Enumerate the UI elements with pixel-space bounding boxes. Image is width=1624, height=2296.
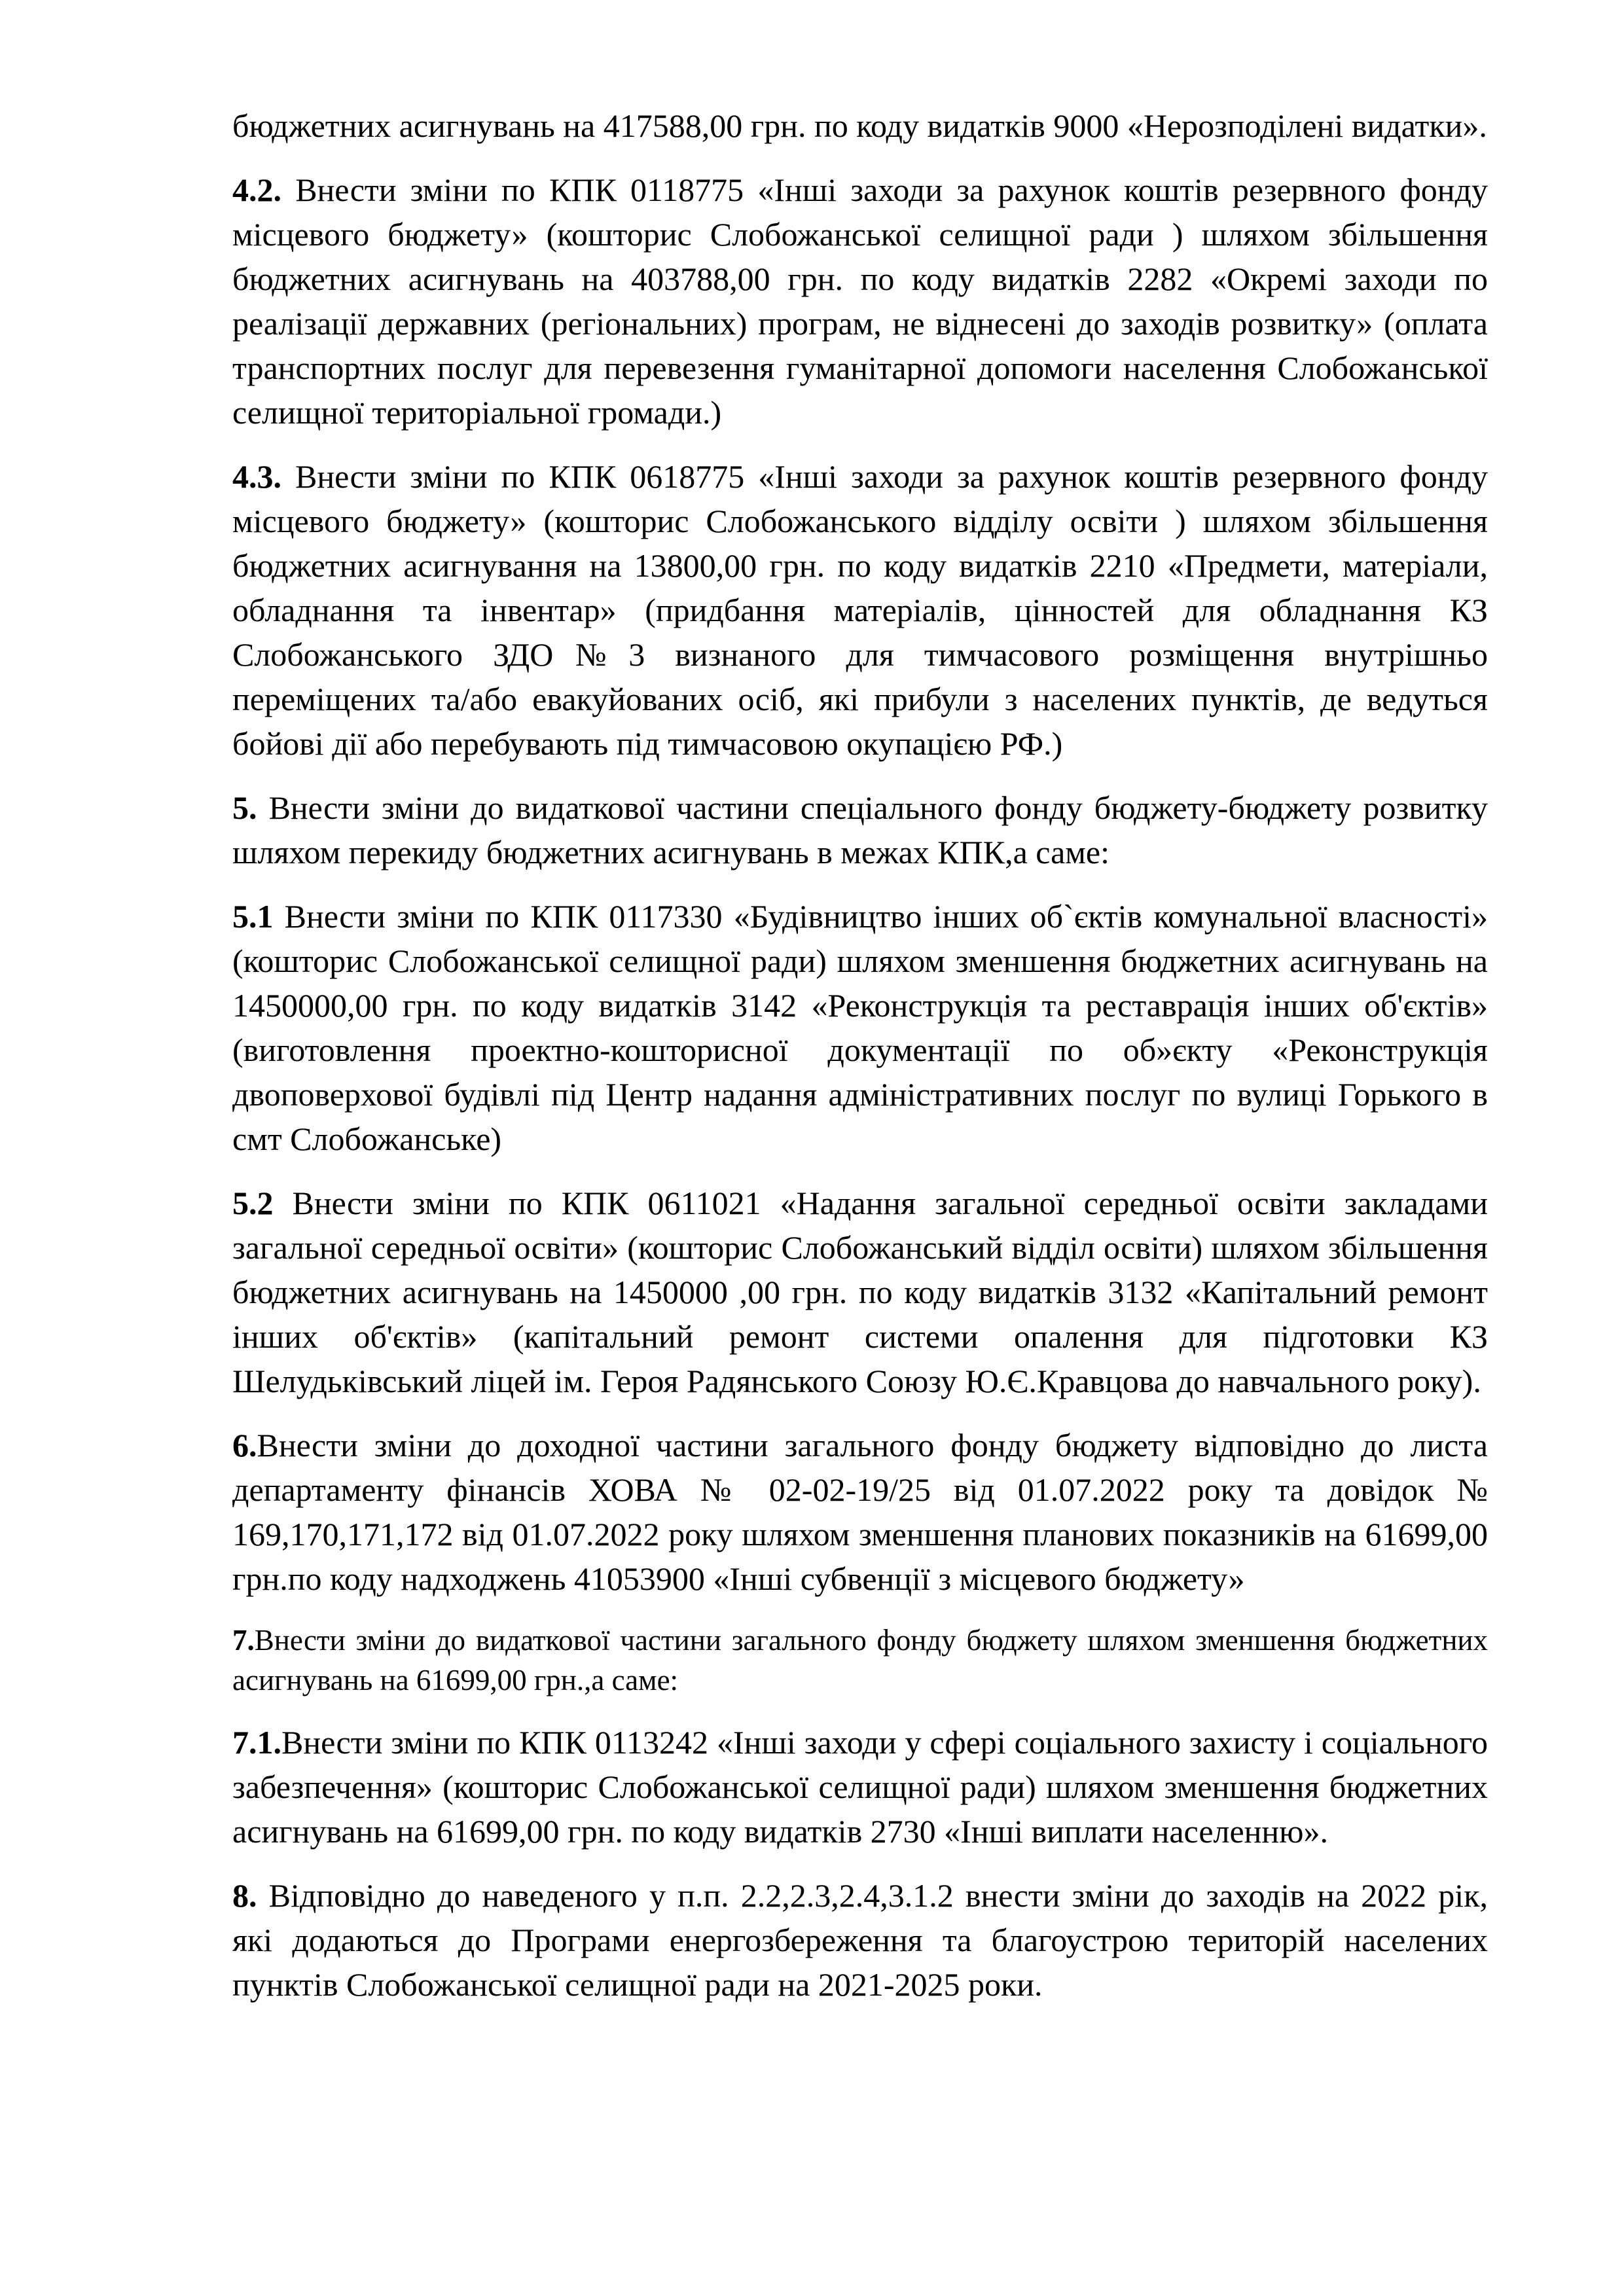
paragraph-5-1	[232, 894, 1488, 1161]
paragraph-5	[232, 785, 1488, 874]
paragraph-text: Відповідно до наведеного у п.п. 2.2,2.3,2.4,3.1.2 внести зміни до заходів на 2022 рік, які додаються до Програми енергозбереження та благоустрою територій населених пунктів Слобожанської селищної ради на 2021-2025 роки.	[232, 1877, 1488, 2003]
paragraph-text: Внести зміни по КПК 0611021 «Надання загальної середньої освіти закладами загальної середньої освіти» (кошторис Слобожанський відділ освіти) шляхом збільшення бюджетних асигнувань на 1450000 ,00 грн. по коду видатків 3132 «Капітальний ремонт інших об'єктів» (капітальний ремонт системи опалення для підготовки КЗ Шелудьківський ліцей ім. Героя Радянського Союзу Ю.Є.Кравцова до навчального року).	[232, 1185, 1488, 1399]
paragraph-number: 7.1.	[232, 1724, 281, 1761]
paragraph-text: Внести зміни по КПК 0117330 «Будівництво інших об`єктів комунальної власності» (кошторис Слобожанської селищної ради) шляхом зменшення бюджетних асигнувань на 1450000,00 грн. по коду видатків 3142 «Реконструкція та реставрація інших об'єктів» (виготовлення проектно-кошторисної документації по об»єкту «Реконструкція двоповерхової будівлі під Центр надання адміністративних послуг по вулиці Горького в смт Слобожанське)	[232, 898, 1488, 1157]
paragraph-text: Внести зміни по КПК 0113242 «Інші заходи у сфері соціального захисту і соціального забезпечення» (кошторис Слобожанської селищної ради) шляхом зменшення бюджетних асигнувань на 61699,00 грн. по коду видатків 2730 «Інші виплати населенню».	[232, 1724, 1488, 1850]
paragraph-text: Внести зміни до видаткової частини загального фонду бюджету шляхом зменшення бюджетних асигнувань на 61699,00 грн.,а саме:	[232, 1624, 1488, 1697]
paragraph-number: 7.	[232, 1624, 255, 1657]
paragraph-8	[232, 1873, 1488, 2007]
paragraph-7-1	[232, 1720, 1488, 1854]
paragraph-7	[232, 1621, 1488, 1700]
paragraph-continuation	[232, 103, 1488, 148]
paragraph-number: 8.	[232, 1877, 257, 1914]
paragraph-number: 5.2	[232, 1185, 274, 1221]
paragraph-text: Внести зміни до видаткової частини спеціального фонду бюджету-бюджету розвитку шляхом перекиду бюджетних асигнувань в межах КПК,а саме:	[232, 789, 1488, 870]
paragraph-4-3	[232, 454, 1488, 766]
paragraph-4-2	[232, 168, 1488, 435]
paragraph-text: Внести зміни до доходної частини загального фонду бюджету відповідно до листа департаменту фінансів ХОВА № 02-02-19/25 від 01.07.2022 року та довідок № 169,170,171,172 від 01.07.2022 року шляхом зменшення планових показників на 61699,00 грн.по коду надходжень 41053900 «Інші субвенції з місцевого бюджету»	[232, 1427, 1488, 1597]
paragraph-number: 5.	[232, 789, 257, 826]
paragraph-number: 4.2.	[232, 171, 281, 208]
paragraph-number: 6.	[232, 1427, 257, 1463]
paragraph-number: 5.1	[232, 898, 274, 935]
paragraph-text: бюджетних асигнувань на 417588,00 грн. по коду видатків 9000 «Нерозподілені видатки».	[232, 107, 1487, 144]
paragraph-text: Внести зміни по КПК 0618775 «Інші заходи за рахунок коштів резервного фонду місцевого бюджету» (кошторис Слобожанського відділу освіти ) шляхом збільшення бюджетних асигнування на 13800,00 грн. по коду видатків 2210 «Предмети, матеріали, обладнання та інвентар» (придбання матеріалів, цінностей для обладнання КЗ Слобожанського ЗДО№3 визнаного для тимчасового розміщення внутрішньо переміщених та/або евакуйованих осіб, які прибули з населених пунктів, де ведуться бойові дії або перебувають під тимчасовою окупацією РФ.)	[232, 458, 1488, 762]
paragraph-5-2	[232, 1181, 1488, 1403]
paragraph-6	[232, 1423, 1488, 1601]
paragraph-text: Внести зміни по КПК 0118775 «Інші заходи за рахунок коштів резервного фонду місцевого бюджету» (кошторис Слобожанської селищної ради ) шляхом збільшення бюджетних асигнувань на 403788,00 грн. по коду видатків 2282 «Окремі заходи по реалізації державних (регіональних) програм, не віднесені до заходів розвитку» (оплата транспортних послуг для перевезення гуманітарної допомоги населення Слобожанської селищної територіальної громади.)	[232, 171, 1488, 431]
paragraph-number: 4.3.	[232, 458, 281, 495]
document-text-block	[232, 103, 1488, 2026]
